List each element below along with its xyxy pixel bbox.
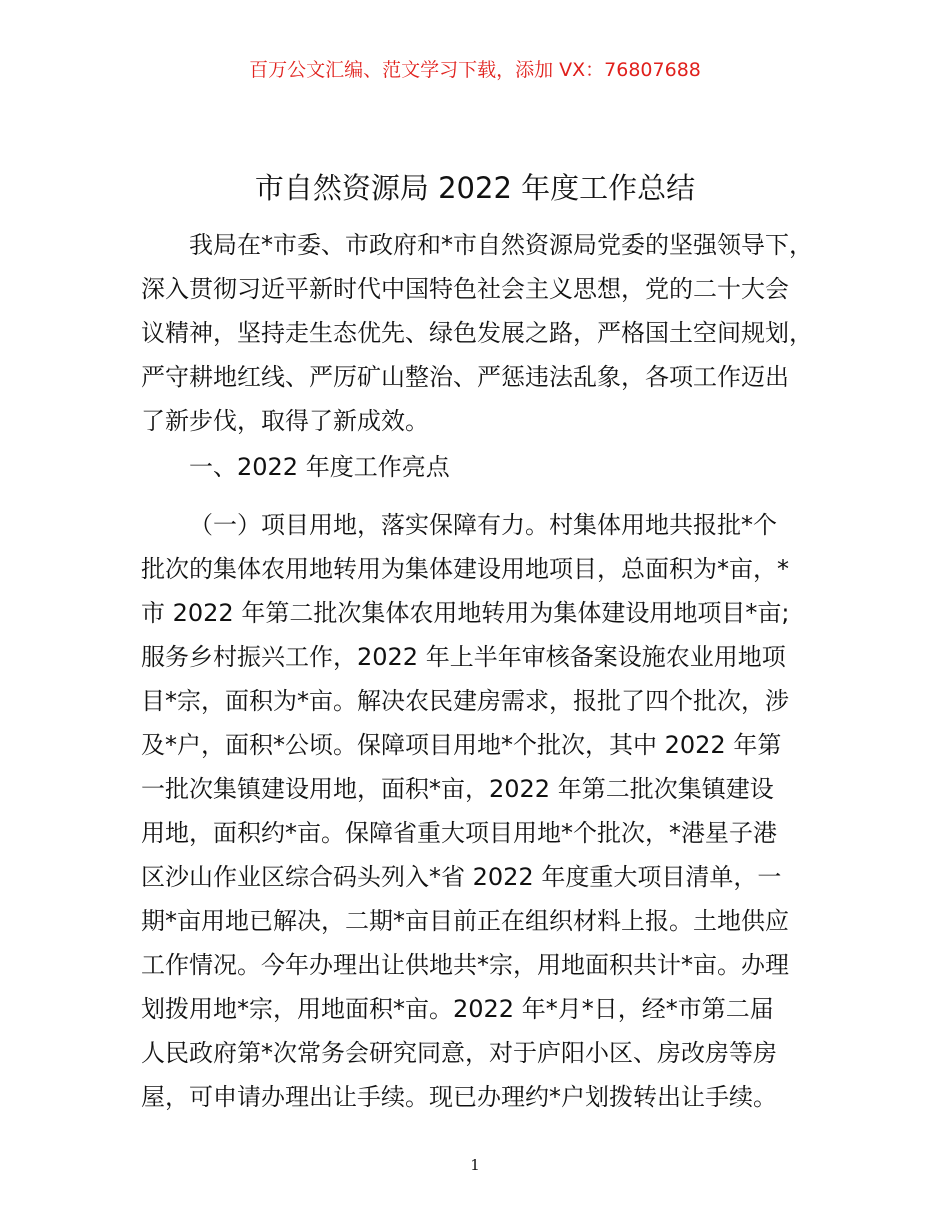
section-heading-text: 一、2022 年度工作亮点 [189, 453, 450, 481]
paragraph-line: 议精神，坚持走生态优先、绿色发展之路，严格国土空间规划， [141, 319, 813, 347]
paragraph-line: 我局在*市委、市政府和*市自然资源局党委的坚强领导下， [189, 231, 813, 259]
page-number: 1 [470, 1156, 480, 1174]
paragraph-line: 及*户，面积*公顷。保障项目用地*个批次，其中 2022 年第 [141, 731, 782, 759]
paragraph-line: 了新步伐，取得了新成效。 [141, 407, 429, 435]
paragraph-line: （一）项目用地，落实保障有力。村集体用地共报批*个 [189, 511, 777, 539]
paragraph-line: 服务乡村振兴工作，2022 年上半年审核备案设施农业用地项 [141, 643, 786, 671]
document-title: 市自然资源局 2022 年度工作总结 [254, 171, 696, 205]
section1-paragraph [141, 503, 811, 1119]
paragraph-line: 用地，面积约*亩。保障省重大项目用地*个批次，*港星子港 [141, 819, 777, 847]
paragraph-line: 一批次集镇建设用地，面积*亩，2022 年第二批次集镇建设 [141, 775, 774, 803]
watermark-header-note: 百万公文汇编、范文学习下载，添加 VX：76807688 [249, 59, 701, 81]
paragraph-line: 人民政府第*次常务会研究同意，对于庐阳小区、房改房等房 [141, 1039, 777, 1067]
section-heading [141, 445, 811, 489]
intro-paragraph [141, 223, 811, 443]
paragraph-line: 屋，可申请办理出让手续。现已办理约*户划拨转出让手续。 [141, 1083, 777, 1111]
paragraph-line: 工作情况。今年办理出让供地共*宗，用地面积共计*亩。办理 [141, 951, 789, 979]
paragraph-line: 期*亩用地已解决，二期*亩目前正在组织材料上报。土地供应 [141, 907, 789, 935]
paragraph-line: 严守耕地红线、严厉矿山整治、严惩违法乱象，各项工作迈出 [141, 363, 789, 391]
paragraph-line: 批次的集体农用地转用为集体建设用地项目，总面积为*亩，* [141, 555, 789, 583]
paragraph-line: 深入贯彻习近平新时代中国特色社会主义思想，党的二十大会 [141, 275, 789, 303]
paragraph-line: 划拨用地*宗，用地面积*亩。2022 年*月*日，经*市第二届 [141, 995, 774, 1023]
paragraph-line: 目*宗，面积为*亩。解决农民建房需求，报批了四个批次，涉 [141, 687, 789, 715]
paragraph-line: 区沙山作业区综合码头列入*省 2022 年度重大项目清单，一 [141, 863, 782, 891]
paragraph-line: 市 2022 年第二批次集体农用地转用为集体建设用地项目*亩; [141, 599, 790, 627]
